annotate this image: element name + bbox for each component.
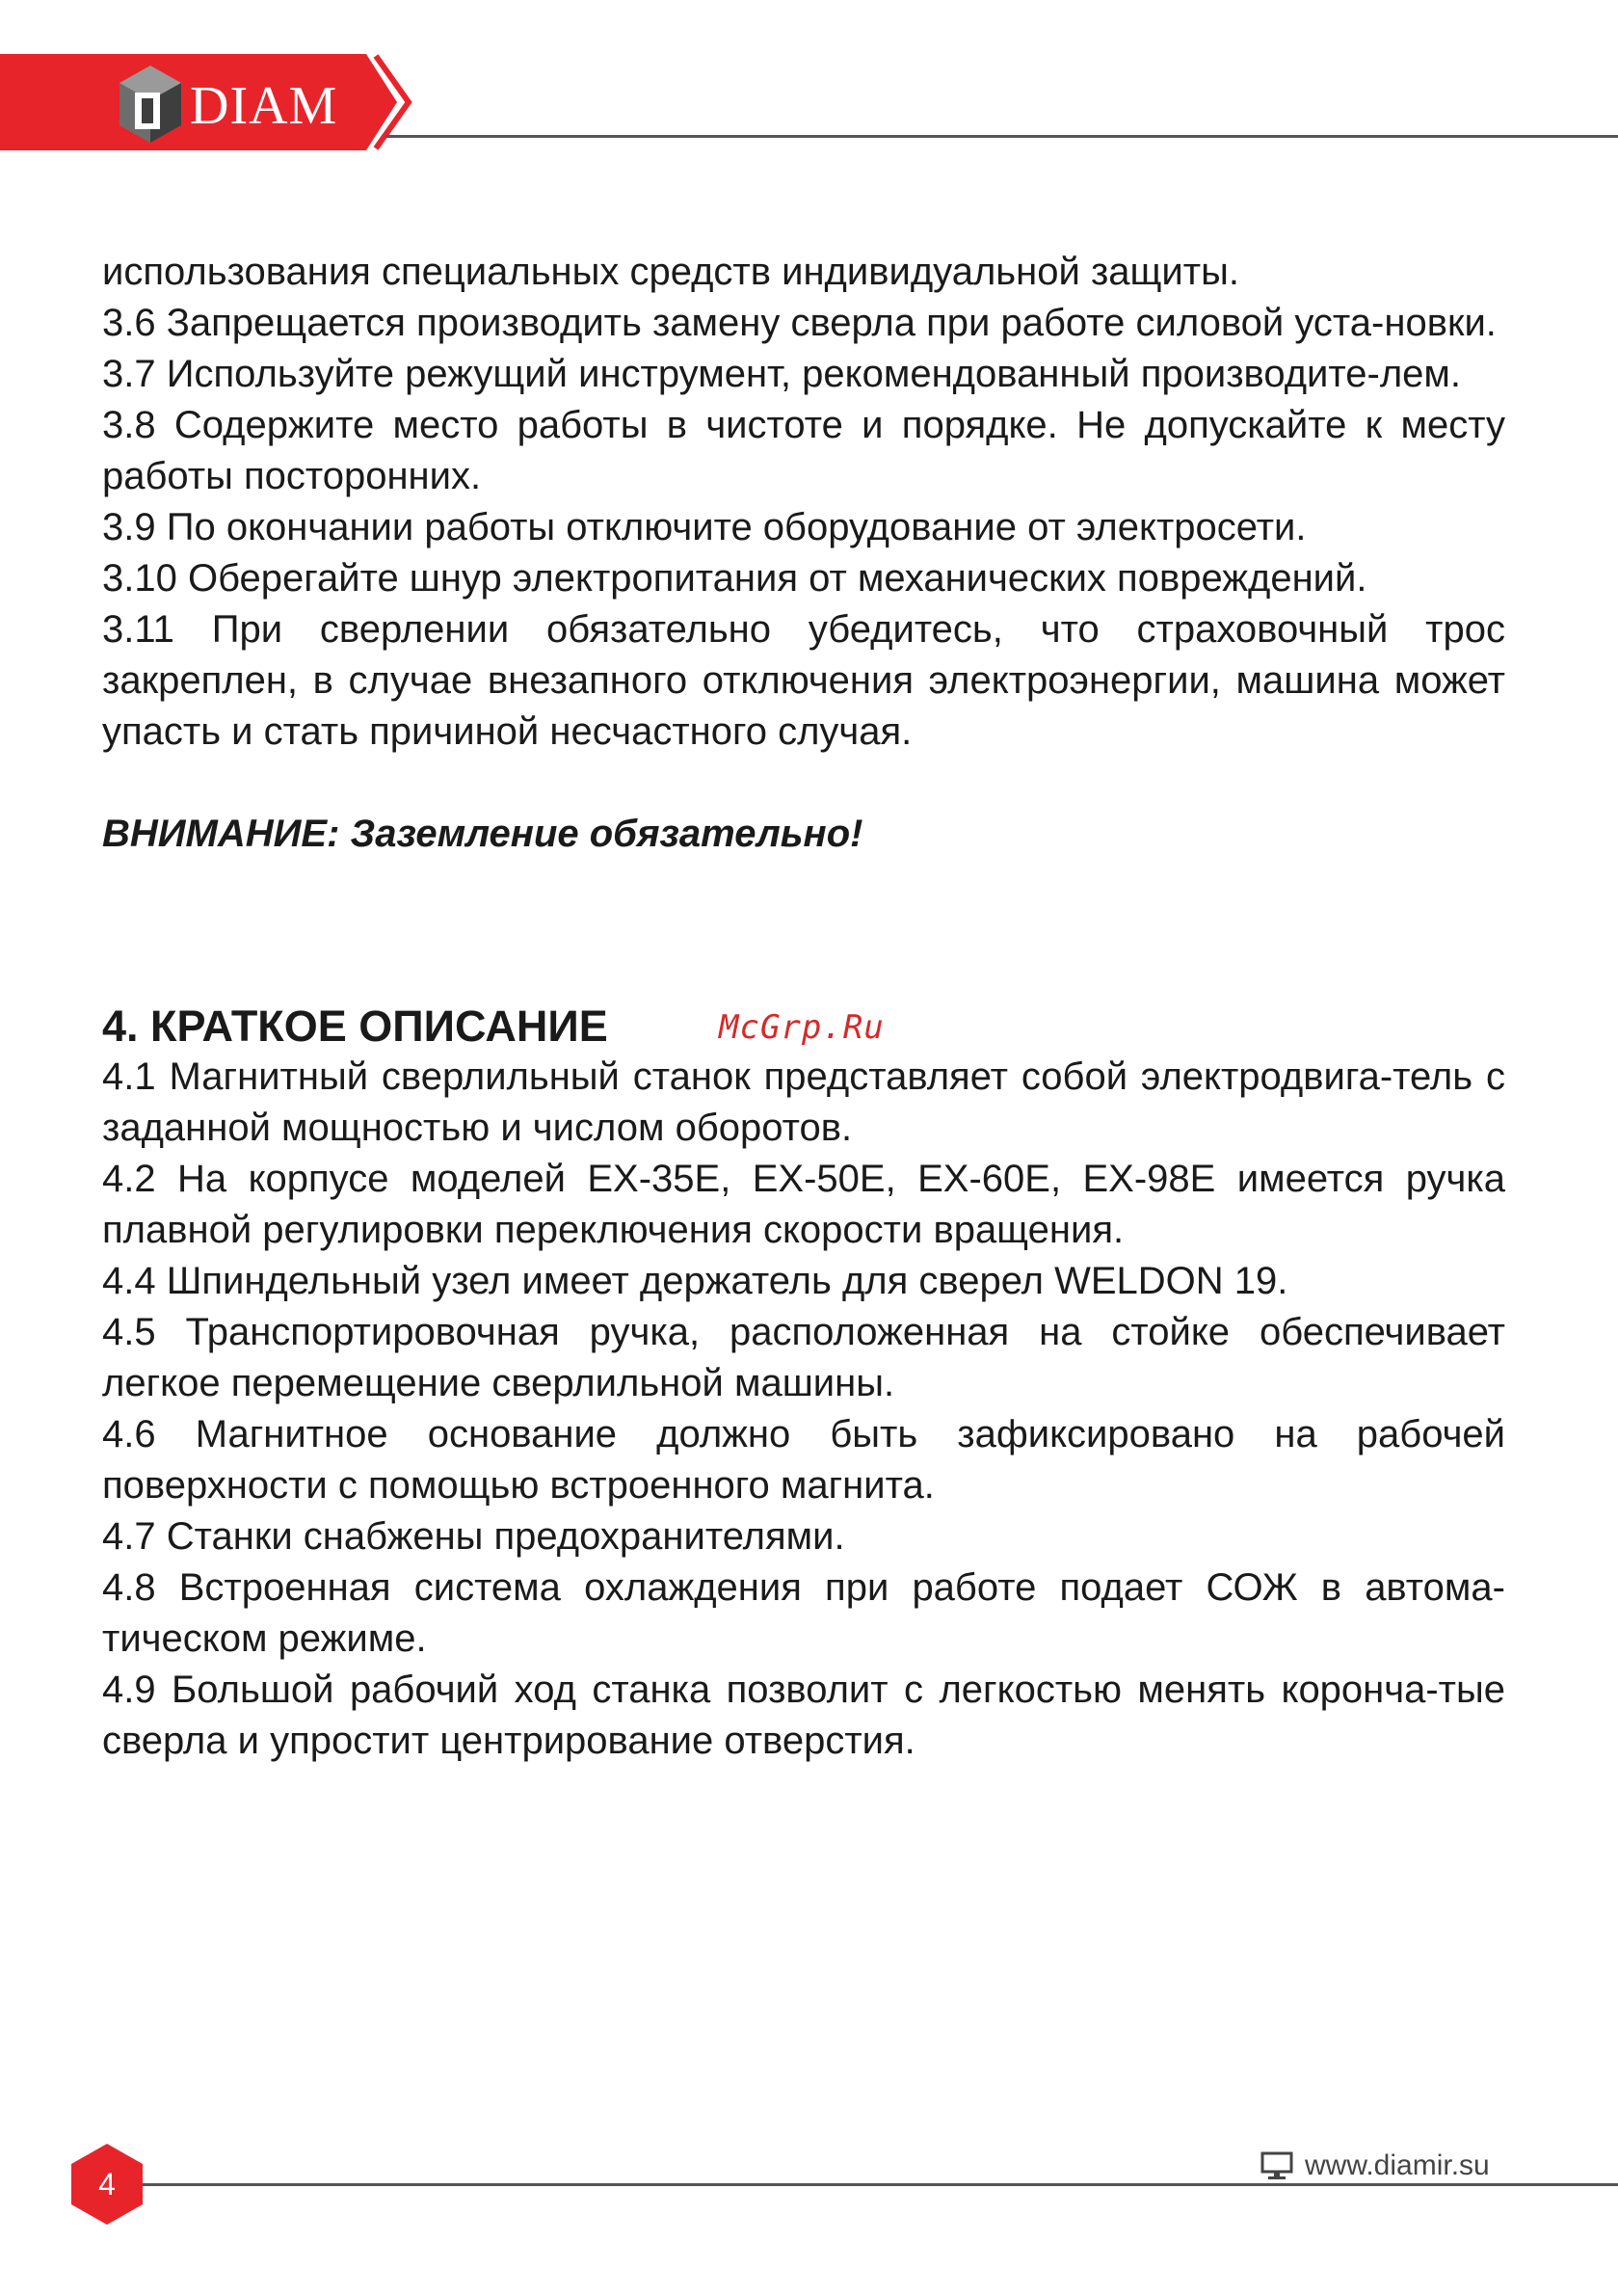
header-rule	[385, 135, 1618, 138]
diam-logo-icon	[116, 60, 185, 148]
paragraph: 4.1 Магнитный сверлильный станок представляет собой электродвига-тель с заданной мощностью и числом оборотов.	[102, 1055, 1505, 1149]
paragraph: 4.9 Большой рабочий ход станка позволит с легкостью менять корончa-тые сверла и упростит центрирование отверстия.	[102, 1669, 1505, 1762]
paragraph: 4.7 Станки снабжены предохранителями.	[102, 1515, 845, 1558]
website-text: www.diamir.su	[1305, 2149, 1490, 2182]
paragraph: 3.9 По окончании работы отключите оборудование от электросети.	[102, 506, 1307, 548]
paragraph: 4.8 Встроенная система охлаждения при работе подает СОЖ в автома-тическом режиме.	[102, 1566, 1505, 1660]
paragraph: 3.10 Оберегайте шнур электропитания от механических повреждений.	[102, 557, 1367, 600]
paragraph: 3.8 Содержите место работы в чистоте и порядке. Не допускайте к месту работы посторонних.	[102, 404, 1505, 497]
paragraph: 4.5 Транспортировочная ручка, расположенная на стойке обеспечивает легкое перемещение сверлильной машины.	[102, 1311, 1505, 1404]
paragraph: использования специальных средств индивидуальной защиты.	[102, 251, 1239, 293]
section-heading-row	[102, 1001, 1505, 1052]
grounding-warning: ВНИМАНИЕ: Заземление обязательно!	[102, 813, 863, 855]
document-body	[102, 247, 1505, 1767]
website-link[interactable]	[1260, 2146, 1490, 2184]
monitor-icon	[1260, 2151, 1293, 2180]
paragraph: 4.6 Магнитное основание должно быть зафиксировано на рабочей поверхности с помощью встроенного магнита.	[102, 1413, 1505, 1507]
brand-name: DIAM	[190, 76, 338, 136]
paragraph: 3.6 Запрещается производить замену сверла при работе силовой уста-новки.	[102, 302, 1497, 344]
paragraph: 3.11 При сверлении обязательно убедитесь, что страховочный трос закреплен, в случае внезапного отключения электроэнергии, машина может упасть и стать причиной несчастного случая.	[102, 608, 1505, 753]
section-title: 4. КРАТКОЕ ОПИСАНИЕ	[102, 1001, 608, 1051]
page-number: 4	[98, 2167, 116, 2202]
paragraph: 4.2 На корпусе моделей EX-35E, EX-50E, EX-60E, EX-98E имеется ручка плавной регулировки переключения скорости вращения.	[102, 1158, 1505, 1251]
paragraph: 4.4 Шпиндельный узел имеет держатель для сверел WELDON 19.	[102, 1260, 1288, 1302]
watermark-link[interactable]: McGrp.Ru	[719, 1008, 885, 1047]
paragraph: 3.7 Используйте режущий инструмент, рекомендованный производите-лем.	[102, 353, 1462, 395]
